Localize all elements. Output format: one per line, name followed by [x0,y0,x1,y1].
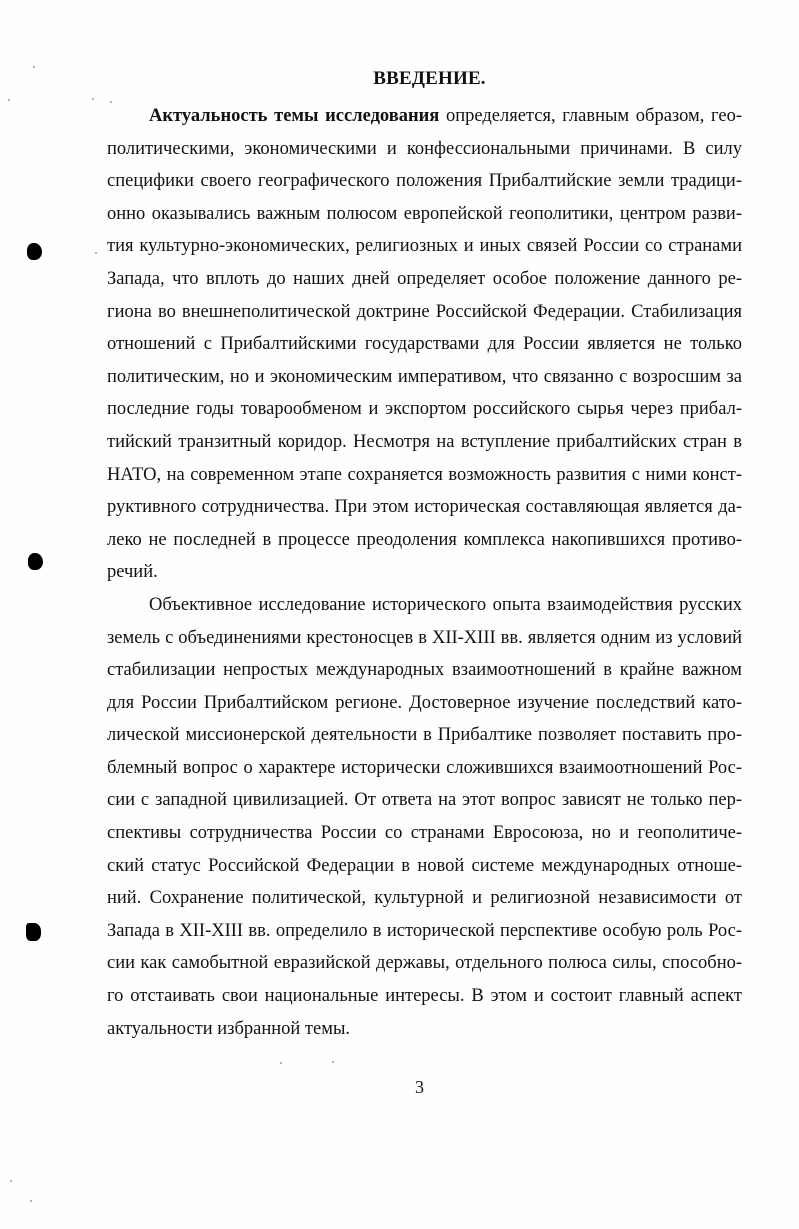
text-line: политическим, но и экономическим императивом, что связанно с возросшим за [107,366,742,387]
section-heading: ВВЕДЕНИЕ. [373,68,486,89]
punch-hole-mark [27,243,42,260]
text-line: сии с западной цивилизацией. От ответа на этот вопрос зависят не только пер- [107,790,742,811]
scan-speck [332,1061,334,1063]
text-line: НАТО, на современном этапе сохраняется возможность развития с ними конст- [107,464,742,485]
text-line: земель с объединениями крестоносцев в XII-XIII вв. является одним из условий [107,627,742,648]
punch-hole-mark [26,923,41,941]
scan-speck [30,1200,32,1202]
punch-hole-mark [28,553,43,570]
text-line: последние годы товарообменом и экспортом российского сырья через прибал- [107,399,742,420]
text-line: ний. Сохранение политической, культурной и религиозной независимости от [107,888,742,909]
text-line: сии как самобытной евразийской державы, отдельного полюса силы, способно- [107,953,742,974]
text-line: го отстаивать свои национальные интересы. В этом и состоит главный аспект [107,986,742,1007]
text-line: блемный вопрос о характере исторически сложившихся взаимоотношений Рос- [107,757,742,778]
scan-speck [8,99,10,101]
text-line: тия культурно-экономических, религиозных и иных связей России со странами [107,236,742,257]
bold-lead-phrase: Актуальность темы исследования [149,106,440,126]
text-line: речий. [107,562,158,583]
text-line: онно оказывались важным полюсом европейской геополитики, центром разви- [107,203,742,224]
text-line: гиона во внешнеполитической доктрине Российской Федерации. Стабилизация [107,301,742,322]
text-line: Актуальность темы исследования определяется, главным образом, гео- [149,106,743,126]
document-body [107,100,742,1045]
text-line: лической миссионерской деятельности в Прибалтике позволяет поставить про- [107,725,742,746]
text-line: специфики своего географического положения Прибалтийские земли традици- [107,171,742,192]
scan-speck [10,1180,12,1182]
scan-speck [280,1062,282,1064]
text-line: Объективное исследование исторического опыта взаимодействия русских [149,594,742,615]
text-line: стабилизации непростых международных взаимоотношений в крайне важном [107,660,742,681]
text-line: тийский транзитный коридор. Несмотря на вступление прибалтийских стран в [107,431,742,452]
text-line: отношений с Прибалтийскими государствами для России является не только [107,334,742,355]
text-line: ский статус Российской Федерации в новой системе международных отноше- [107,855,742,876]
text-line: политическими, экономическими и конфессиональными причинами. В силу [107,138,742,159]
text-line: для России Прибалтийском регионе. Достоверное изучение последствий като- [107,692,742,713]
scan-speck [95,252,97,254]
text-line: актуальности избранной темы. [107,1018,350,1039]
scan-speck [92,98,94,100]
text-line: Запада, что вплоть до наших дней определяет особое положение данного ре- [107,268,742,289]
text-line: леко не последней в процессе преодоления комплекса накопившихся противо- [107,529,742,550]
text-line: руктивного сотрудничества. При этом историческая составляющая является да- [107,497,742,518]
paragraph-objective-study [107,589,742,1045]
text-line: Запада в XII-XIII вв. определило в исторической перспективе особую роль Рос- [107,920,742,941]
text-line: спективы сотрудничества России со странами Евросоюза, но и геополитиче- [107,823,742,844]
page-number: 3 [415,1077,424,1097]
paragraph-relevance [107,100,742,589]
